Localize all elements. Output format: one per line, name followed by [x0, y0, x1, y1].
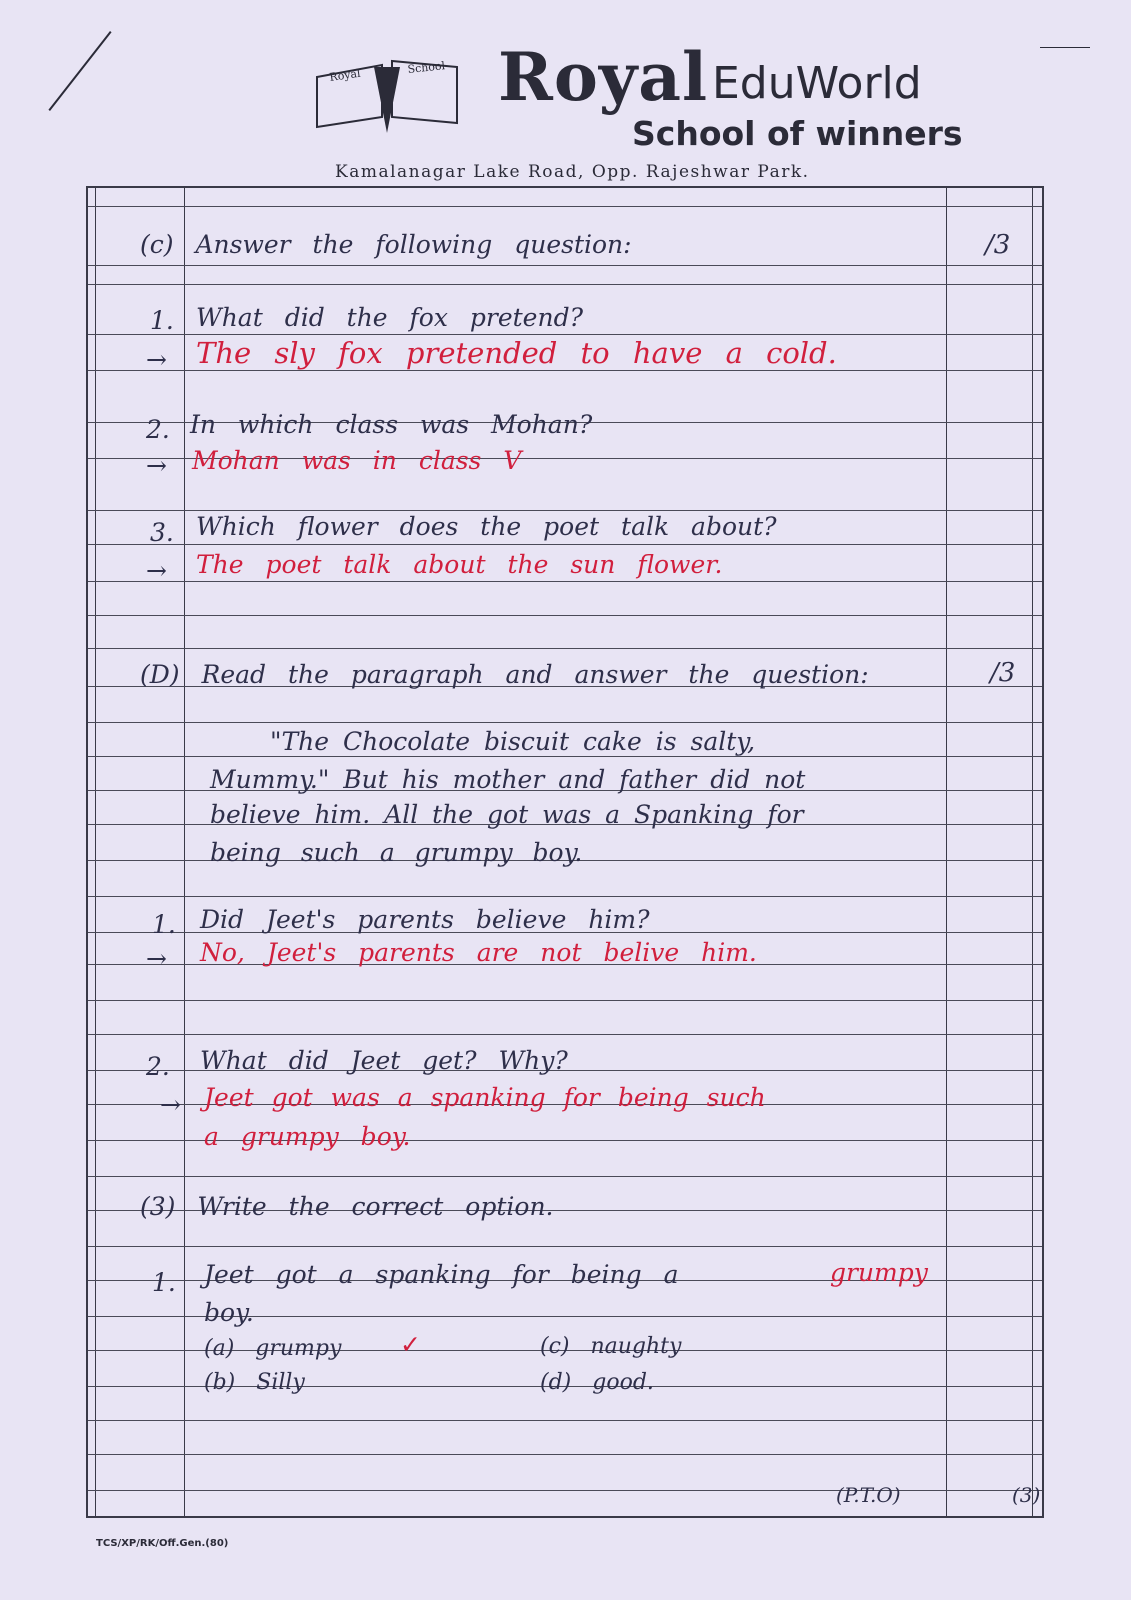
ruled-line: [88, 1246, 1042, 1247]
ruled-line: [88, 1420, 1042, 1421]
question-text: What did Jeet get? Why?: [200, 1046, 568, 1075]
logo-right-text: School: [406, 59, 446, 76]
option-a: (a) grumpy: [204, 1336, 342, 1361]
question-number: 2.: [146, 1052, 170, 1081]
stray-mark-top-left: [48, 31, 111, 111]
ruled-line: [88, 284, 1042, 285]
section-d-heading: (D) Read the paragraph and answer the question:: [140, 660, 869, 689]
brand-suffix: EduWorld: [712, 58, 922, 109]
school-address: Kamalanagar Lake Road, Opp. Rajeshwar Park.: [335, 162, 810, 182]
ruled-line: [88, 1034, 1042, 1035]
fill-blank-sentence: Jeet got a spanking for being a: [204, 1260, 679, 1289]
question-text: In which class was Mohan?: [190, 410, 593, 439]
fill-blank-sentence-end: boy.: [204, 1298, 254, 1327]
ruled-line: [88, 756, 1042, 757]
question-number: 1.: [152, 1268, 176, 1297]
ruled-line: [88, 581, 1042, 582]
answer-arrow: →: [146, 345, 167, 374]
section-c-marks: /3: [985, 230, 1011, 260]
pto-note: (P.T.O): [836, 1483, 901, 1507]
paragraph-line: being such a grumpy boy.: [210, 838, 583, 867]
ruled-line: [88, 648, 1042, 649]
page-number: (3): [1012, 1483, 1041, 1507]
brand-name: Royal: [498, 38, 709, 116]
section-c-heading: (c) Answer the following question:: [140, 230, 632, 259]
answer-text: Mohan was in class V: [192, 446, 522, 475]
ruled-line: [88, 896, 1042, 897]
answer-text: Jeet got was a spanking for being such: [204, 1083, 766, 1112]
check-mark-icon: ✓: [400, 1330, 421, 1359]
ruled-line: [88, 206, 1042, 207]
answer-text: a grumpy boy.: [204, 1122, 411, 1151]
answer-arrow: →: [146, 944, 167, 973]
answer-arrow: →: [160, 1090, 181, 1119]
question-text: Which flower does the poet talk about?: [196, 512, 777, 541]
section-d-marks: /3: [990, 658, 1016, 688]
question-number: 1.: [152, 910, 176, 939]
brand-tagline: School of winners: [632, 114, 963, 153]
school-logo: [312, 45, 462, 135]
ruled-line: [88, 615, 1042, 616]
option-b: (b) Silly: [204, 1370, 305, 1395]
section-e-heading: (3) Write the correct option.: [140, 1192, 554, 1221]
ruled-line: [88, 510, 1042, 511]
paragraph-line: Mummy." But his mother and father did not: [210, 765, 806, 794]
ruled-line: [88, 544, 1042, 545]
answer-text: The sly fox pretended to have a cold.: [196, 336, 837, 370]
ruled-line: [88, 1000, 1042, 1001]
ruled-line: [88, 370, 1042, 371]
answer-arrow: →: [146, 451, 167, 480]
print-code: TCS/XP/RK/Off.Gen.(80): [96, 1538, 229, 1549]
stray-mark-right: [1040, 47, 1090, 48]
answer-arrow: →: [146, 556, 167, 585]
paragraph-line: "The Chocolate biscuit cake is salty,: [270, 727, 756, 756]
question-number: 1.: [150, 306, 174, 335]
option-d: (d) good.: [540, 1370, 654, 1395]
ruled-line: [88, 265, 1042, 266]
fill-blank-answer: grumpy: [830, 1258, 928, 1287]
paragraph-line: believe him. All the got was a Spanking for: [210, 800, 804, 829]
question-text: What did the fox pretend?: [196, 303, 583, 332]
question-text: Did Jeet's parents believe him?: [200, 905, 650, 934]
ruled-line: [88, 722, 1042, 723]
answer-text: No, Jeet's parents are not belive him.: [200, 938, 757, 967]
answer-text: The poet talk about the sun flower.: [196, 550, 723, 579]
ruled-line: [88, 334, 1042, 335]
option-c: (c) naughty: [540, 1334, 682, 1359]
question-number: 2.: [146, 415, 170, 444]
logo-left-text: Royal: [328, 66, 362, 84]
ruled-line: [88, 1454, 1042, 1455]
question-number: 3.: [150, 518, 174, 547]
ruled-line: [88, 1176, 1042, 1177]
